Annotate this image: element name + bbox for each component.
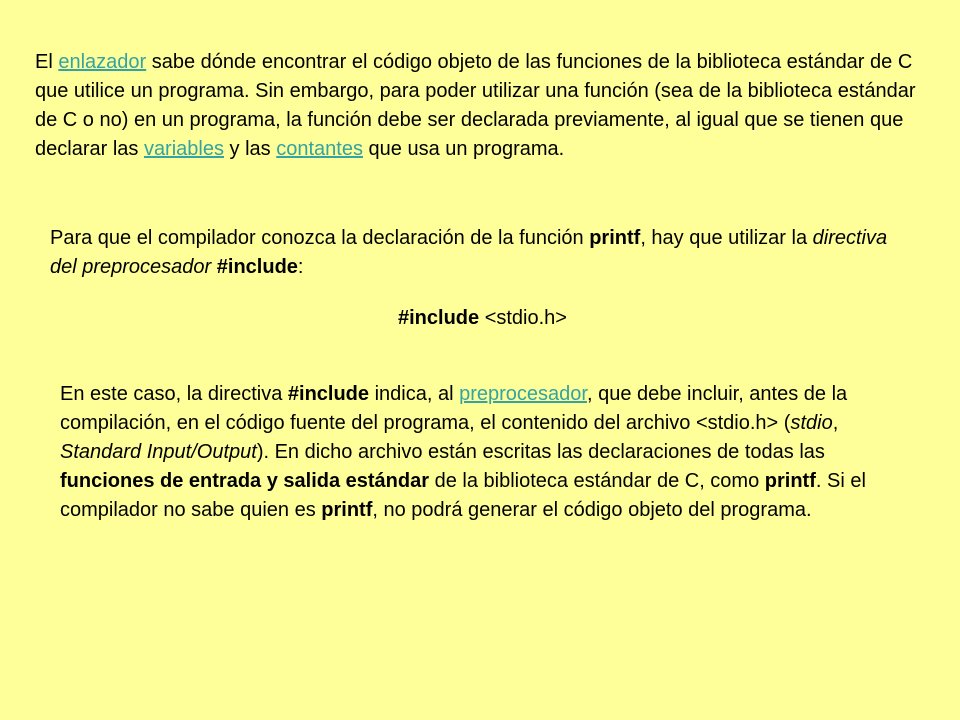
text: y las (223, 138, 277, 160)
italic-stdio: stdio (790, 412, 833, 434)
text: indica, al (369, 383, 460, 405)
link-contantes[interactable]: contantes (276, 138, 363, 160)
italic-standard-io: Standard Input/Output (60, 441, 257, 463)
link-enlazador[interactable]: enlazador (58, 51, 147, 73)
text: El (35, 51, 59, 73)
code-include-line (398, 304, 698, 333)
text: En este caso, la directiva (60, 383, 288, 405)
text: : (297, 256, 304, 278)
text: <stdio.h> (479, 307, 567, 329)
bold-printf: printf (764, 470, 816, 492)
bold-printf: printf (321, 499, 373, 521)
text: que usa un programa. (362, 138, 565, 160)
paragraph-printf-declaration (50, 224, 910, 282)
bold-printf: printf (589, 227, 641, 249)
text: sabe dónde encontrar el código objeto de las funciones de la biblioteca estándar de C que utilice un programa. Sin embargo, para poder utilizar una función (sea de la biblioteca estándar de C o no) en un programa, la función debe ser declarada previamente, al igual que se tienen que declarar las (35, 51, 916, 160)
bold-funciones: funciones de entrada y salida estándar (60, 470, 430, 492)
bold-include: #include (287, 383, 370, 405)
text: de la biblioteca estándar de C, como (429, 470, 765, 492)
text: , (832, 412, 839, 434)
link-preprocesador[interactable]: preprocesador (459, 383, 587, 405)
text: . Si el compilador no sabe quien es (60, 470, 866, 521)
paragraph-enlazador (35, 48, 920, 164)
text: , no podrá generar el código objeto del programa. (372, 499, 812, 521)
link-variables[interactable]: variables (143, 138, 224, 160)
text: , hay que utilizar la (640, 227, 813, 249)
bold-include: #include (398, 307, 480, 329)
italic-directiva: directiva del preprocesador (50, 227, 888, 278)
text: ). En dicho archivo están escritas las declaraciones de todas las (256, 441, 825, 463)
paragraph-include-explanation (60, 380, 880, 525)
bold-include: #include (216, 256, 298, 278)
text: Para que el compilador conozca la declaración de la función (50, 227, 590, 249)
text: , que debe incluir, antes de la compilación, en el código fuente del programa, el contenido del archivo <stdio.h> ( (60, 383, 848, 434)
